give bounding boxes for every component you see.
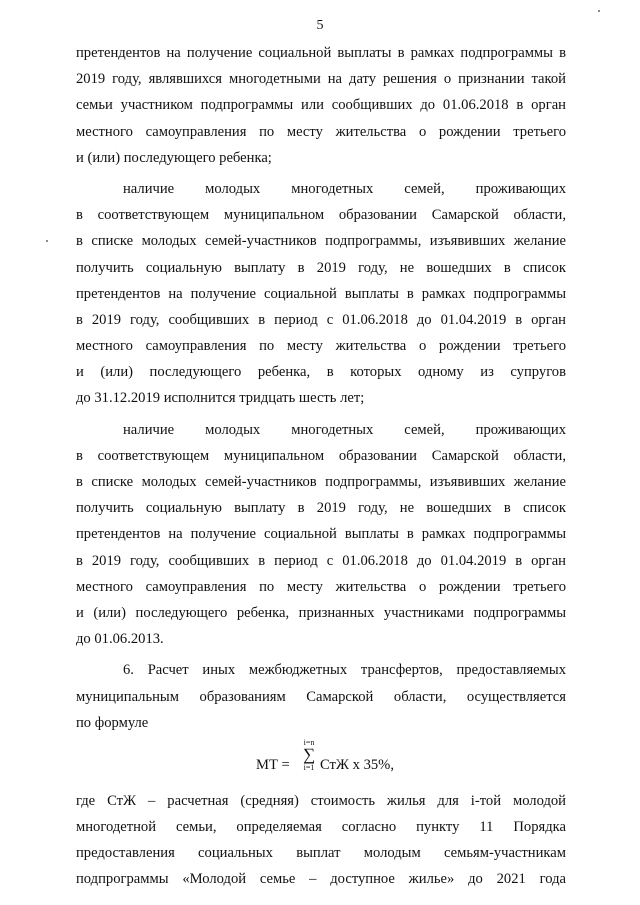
paragraph [76,417,566,653]
text-line: где СтЖ – расчетная (средняя) стоимость жилья для i-той молодой [76,792,566,809]
text-line: местного самоуправления по месту жительства о рождении третьего [76,338,566,355]
text-line: 2019 году, являвшихся многодетными на дату решения о признании такой [76,71,566,88]
page-number: 5 [316,18,324,33]
text-line: 6. Расчет иных межбюджетных трансфертов, предоставляемых [123,662,566,679]
scan-speck [46,240,48,242]
text-line: наличие молодых многодетных семей, проживающих [123,421,566,438]
formula-lhs: МТ = [256,756,290,773]
text-line: до 01.06.2013. [76,631,164,648]
text-line: наличие молодых многодетных семей, проживающих [123,180,566,197]
text-line: предоставления социальных выплат молодым семьям-участникам [76,845,566,862]
text-line: получить социальную выплату в 2019 году, не вошедших в список [76,500,566,517]
text-line: подпрограммы «Молодой семье – доступное жилье» до 2021 года [76,871,566,888]
text-line: претендентов на получение социальной выплаты в рамках подпрограммы в [76,45,566,61]
text-line: в соответствующем муниципальном образовании Самарской области, [76,447,566,464]
paragraph [76,788,566,893]
text-line: в соответствующем муниципальном образовании Самарской области, [76,207,566,224]
text-line: получить социальную выплату в 2019 году, не вошедших в список [76,259,566,276]
sum-upper-limit: i=n [303,737,315,747]
sum-lower-limit: i=1 [303,762,315,772]
paragraph [76,40,566,171]
text-line: многодетной семьи, определяемая согласно пункту 11 Порядка [76,819,566,836]
text-line: и (или) последующего ребенка, в которых одному из супругов [76,364,566,381]
text-line: семьи участником подпрограммы или сообщивших до 01.06.2018 в орган [76,97,566,114]
document-body [76,40,566,893]
formula-rhs: СтЖ х 35%, [320,756,394,773]
text-line: и (или) последующего ребенка; [76,149,272,166]
paragraph [76,176,566,412]
text-line: в списке молодых семей-участников подпрограммы, изъявивших желание [76,233,566,250]
paragraph [76,657,566,736]
formula [76,738,566,788]
text-line: претендентов на получение социальной выплаты в рамках подпрограммы [76,526,566,543]
text-line: в списке молодых семей-участников подпрограммы, изъявивших желание [76,474,566,490]
sum-operator [301,738,317,772]
text-line: муниципальным образованиям Самарской области, осуществляется [76,688,566,705]
scan-speck [598,10,600,12]
text-line: местного самоуправления по месту жительства о рождении третьего [76,578,566,595]
text-line: до 31.12.2019 исполнится тридцать шесть лет; [76,390,365,407]
text-line: по формуле [76,714,149,731]
text-line: в 2019 году, сообщивших в период с 01.06.2018 до 01.04.2019 в орган [76,311,566,328]
text-line: и (или) последующего ребенка, признанных участниками подпрограммы [76,604,566,621]
text-line: в 2019 году, сообщивших в период с 01.06.2018 до 01.04.2019 в орган [76,552,566,569]
sigma-symbol: ∑ [302,744,316,764]
text-line: местного самоуправления по месту жительства о рождении третьего [76,123,566,140]
text-line: претендентов на получение социальной выплаты в рамках подпрограммы [76,285,566,302]
